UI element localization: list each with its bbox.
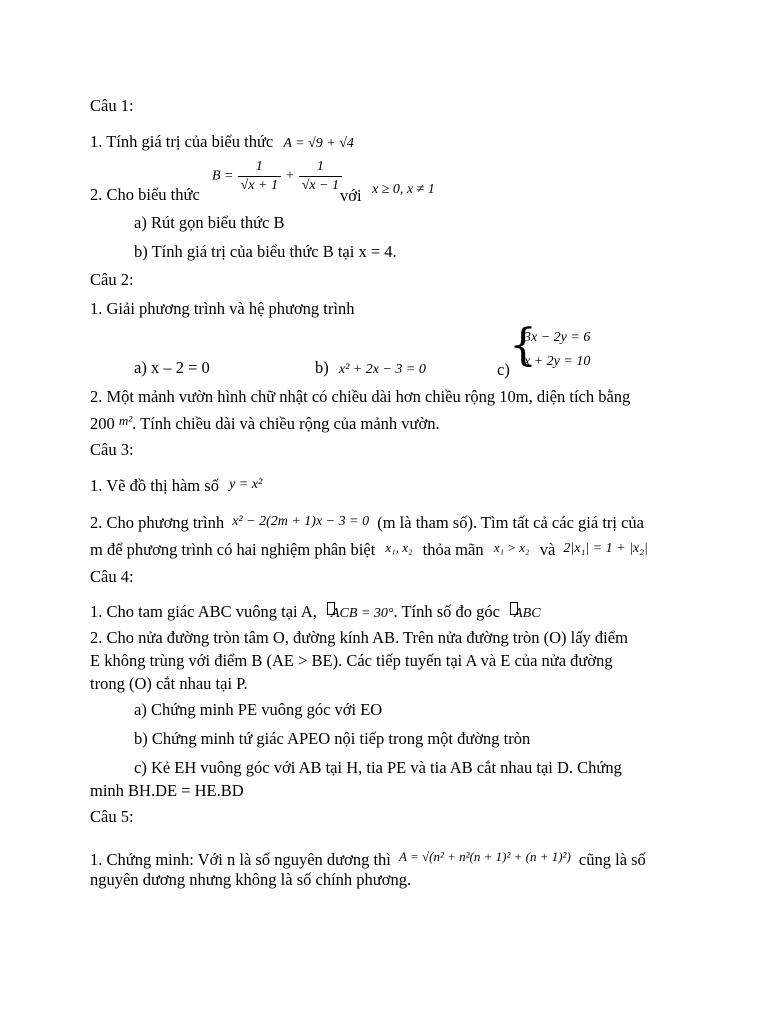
cau2-q2-unit: m² (118, 413, 133, 428)
cau4-q2-line3: trong (O) cắt nhau tại P. (90, 674, 248, 693)
cau1-q2b: b) Tính giá trị của biểu thức B tại x = 4. (134, 242, 397, 261)
cau3-q2-and: và (539, 540, 556, 559)
cau2-q2-area: 200 (90, 414, 115, 433)
cau4-q2c-line1: c) Kẻ EH vuông góc với AB tại H, tia PE và tia AB cắt nhau tại D. Chứng (134, 758, 622, 777)
cau1-q1-text: 1. Tính giá trị của biểu thức (90, 132, 274, 151)
cau3-heading: Câu 3: (90, 440, 134, 459)
cau3-q1-text: 1. Vẽ đồ thị hàm số (90, 476, 219, 495)
cau3-q2-formula: x² − 2(2m + 1)x − 3 = 0 (232, 514, 370, 529)
cau2-q2-line1: 2. Một mảnh vườn hình chữ nhật có chiều dài hơn chiều rộng 10m, diện tích bằng (90, 387, 631, 406)
cau5-q1-text: 1. Chứng minh: Với n là số nguyên dương thì (90, 850, 391, 869)
cau1-q2-lhs: B = (212, 168, 234, 184)
cau2-q1a: a) x – 2 = 0 (134, 358, 210, 377)
cau4-q2-line2: E không trùng với điểm B (AE > BE). Các tiếp tuyến tại A và E của nửa đường (90, 651, 613, 670)
cau2-q1c-label: c) (497, 360, 510, 379)
cau3-q2-cond2: 2|x₁| = 1 + |x₂| (563, 541, 648, 556)
cau3-q2-line1 (90, 512, 644, 533)
cau5-q1-formula: A = √(n² + n²(n + 1)² + (n + 1)²) (399, 849, 571, 864)
cau4-q2-line1: 2. Cho nửa đường tròn tâm O, đường kính AB. Trên nửa đường tròn (O) lấy điểm (90, 628, 628, 647)
cau5-q1-line1 (90, 847, 646, 870)
cau4-heading: Câu 4: (90, 567, 134, 586)
cau4-q2c-line2: minh BH.DE = HE.BD (90, 781, 244, 800)
cau2-q1c-line2: x + 2y = 10 (524, 354, 591, 369)
cau1-q1 (90, 132, 354, 154)
cau2-q1b-formula: x² + 2x − 3 = 0 (338, 362, 426, 377)
cau3-q2-cond1: x₁ > x₂ (493, 540, 530, 555)
cau1-q2-frac1 (238, 158, 281, 195)
cau3-q2-satisfy: thỏa mãn (422, 540, 484, 559)
cau3-q2-line2 (90, 538, 648, 560)
frac1-numerator: 1 (238, 158, 281, 177)
frac1-denominator: √x + 1 (240, 178, 278, 193)
frac2-numerator: 1 (299, 158, 342, 177)
cau3-q1 (90, 475, 262, 496)
cau1-q2-frac2 (299, 158, 342, 195)
cau4-q1-mid: . Tính số đo góc (393, 602, 500, 621)
cau1-q2-text: 2. Cho biểu thức (90, 185, 200, 204)
cau3-q2-line2-text: m để phương trình có hai nghiệm phân biệt (90, 540, 376, 559)
cau4-q2b: b) Chứng minh tứ giác APEO nội tiếp trong một đường tròn (134, 729, 531, 748)
cau4-q1 (90, 602, 541, 624)
cau1-q2-formula: B = $\frac{1}{√x + 1}$ + $\frac{1}{√x - 1}$ (212, 158, 342, 195)
cau2-q1c-line1: 3x − 2y = 6 (524, 330, 591, 345)
cau2-q1b-label: b) (315, 358, 329, 377)
cau3-q2-text: 2. Cho phương trình (90, 513, 225, 532)
cau5-q1-line2: nguyên dương nhưng không là số chính phương. (90, 870, 412, 889)
cau4-q2a: a) Chứng minh PE vuông góc với EO (134, 700, 383, 719)
cau1-q2-condition: x ≥ 0, x ≠ 1 (372, 182, 435, 197)
cau2-q1b (315, 358, 426, 380)
cau4-q1-angle2: ABC (514, 606, 541, 621)
system-brace-icon: { (509, 320, 537, 371)
cau2-heading: Câu 2: (90, 270, 134, 289)
cau1-heading: Câu 1: (90, 96, 134, 115)
cau1-q2a: a) Rút gọn biểu thức B (134, 213, 285, 232)
frac2-denominator: √x − 1 (301, 178, 340, 193)
cau3-q2-roots: x₁, x₂ (385, 540, 413, 555)
cau1-q2-with: với (340, 186, 362, 205)
cau1-q1-formula: A = √9 + √4 (283, 136, 354, 151)
cau2-q1-text: 1. Giải phương trình và hệ phương trình (90, 299, 355, 318)
cau5-q1-rest: cũng là số (578, 850, 646, 869)
cau3-q1-formula: y = x² (229, 477, 263, 492)
cau4-q1-angle: ACB = 30° (331, 606, 394, 621)
cau2-q2-line2 (90, 411, 440, 434)
cau2-q2-line2-post: . Tính chiều dài và chiều rộng của mảnh vườn. (132, 414, 440, 433)
cau4-q1-text: 1. Cho tam giác ABC vuông tại A, (90, 602, 317, 621)
cau5-heading: Câu 5: (90, 807, 134, 826)
cau3-q2-rest: (m là tham số). Tìm tất cả các giá trị của (377, 513, 644, 532)
